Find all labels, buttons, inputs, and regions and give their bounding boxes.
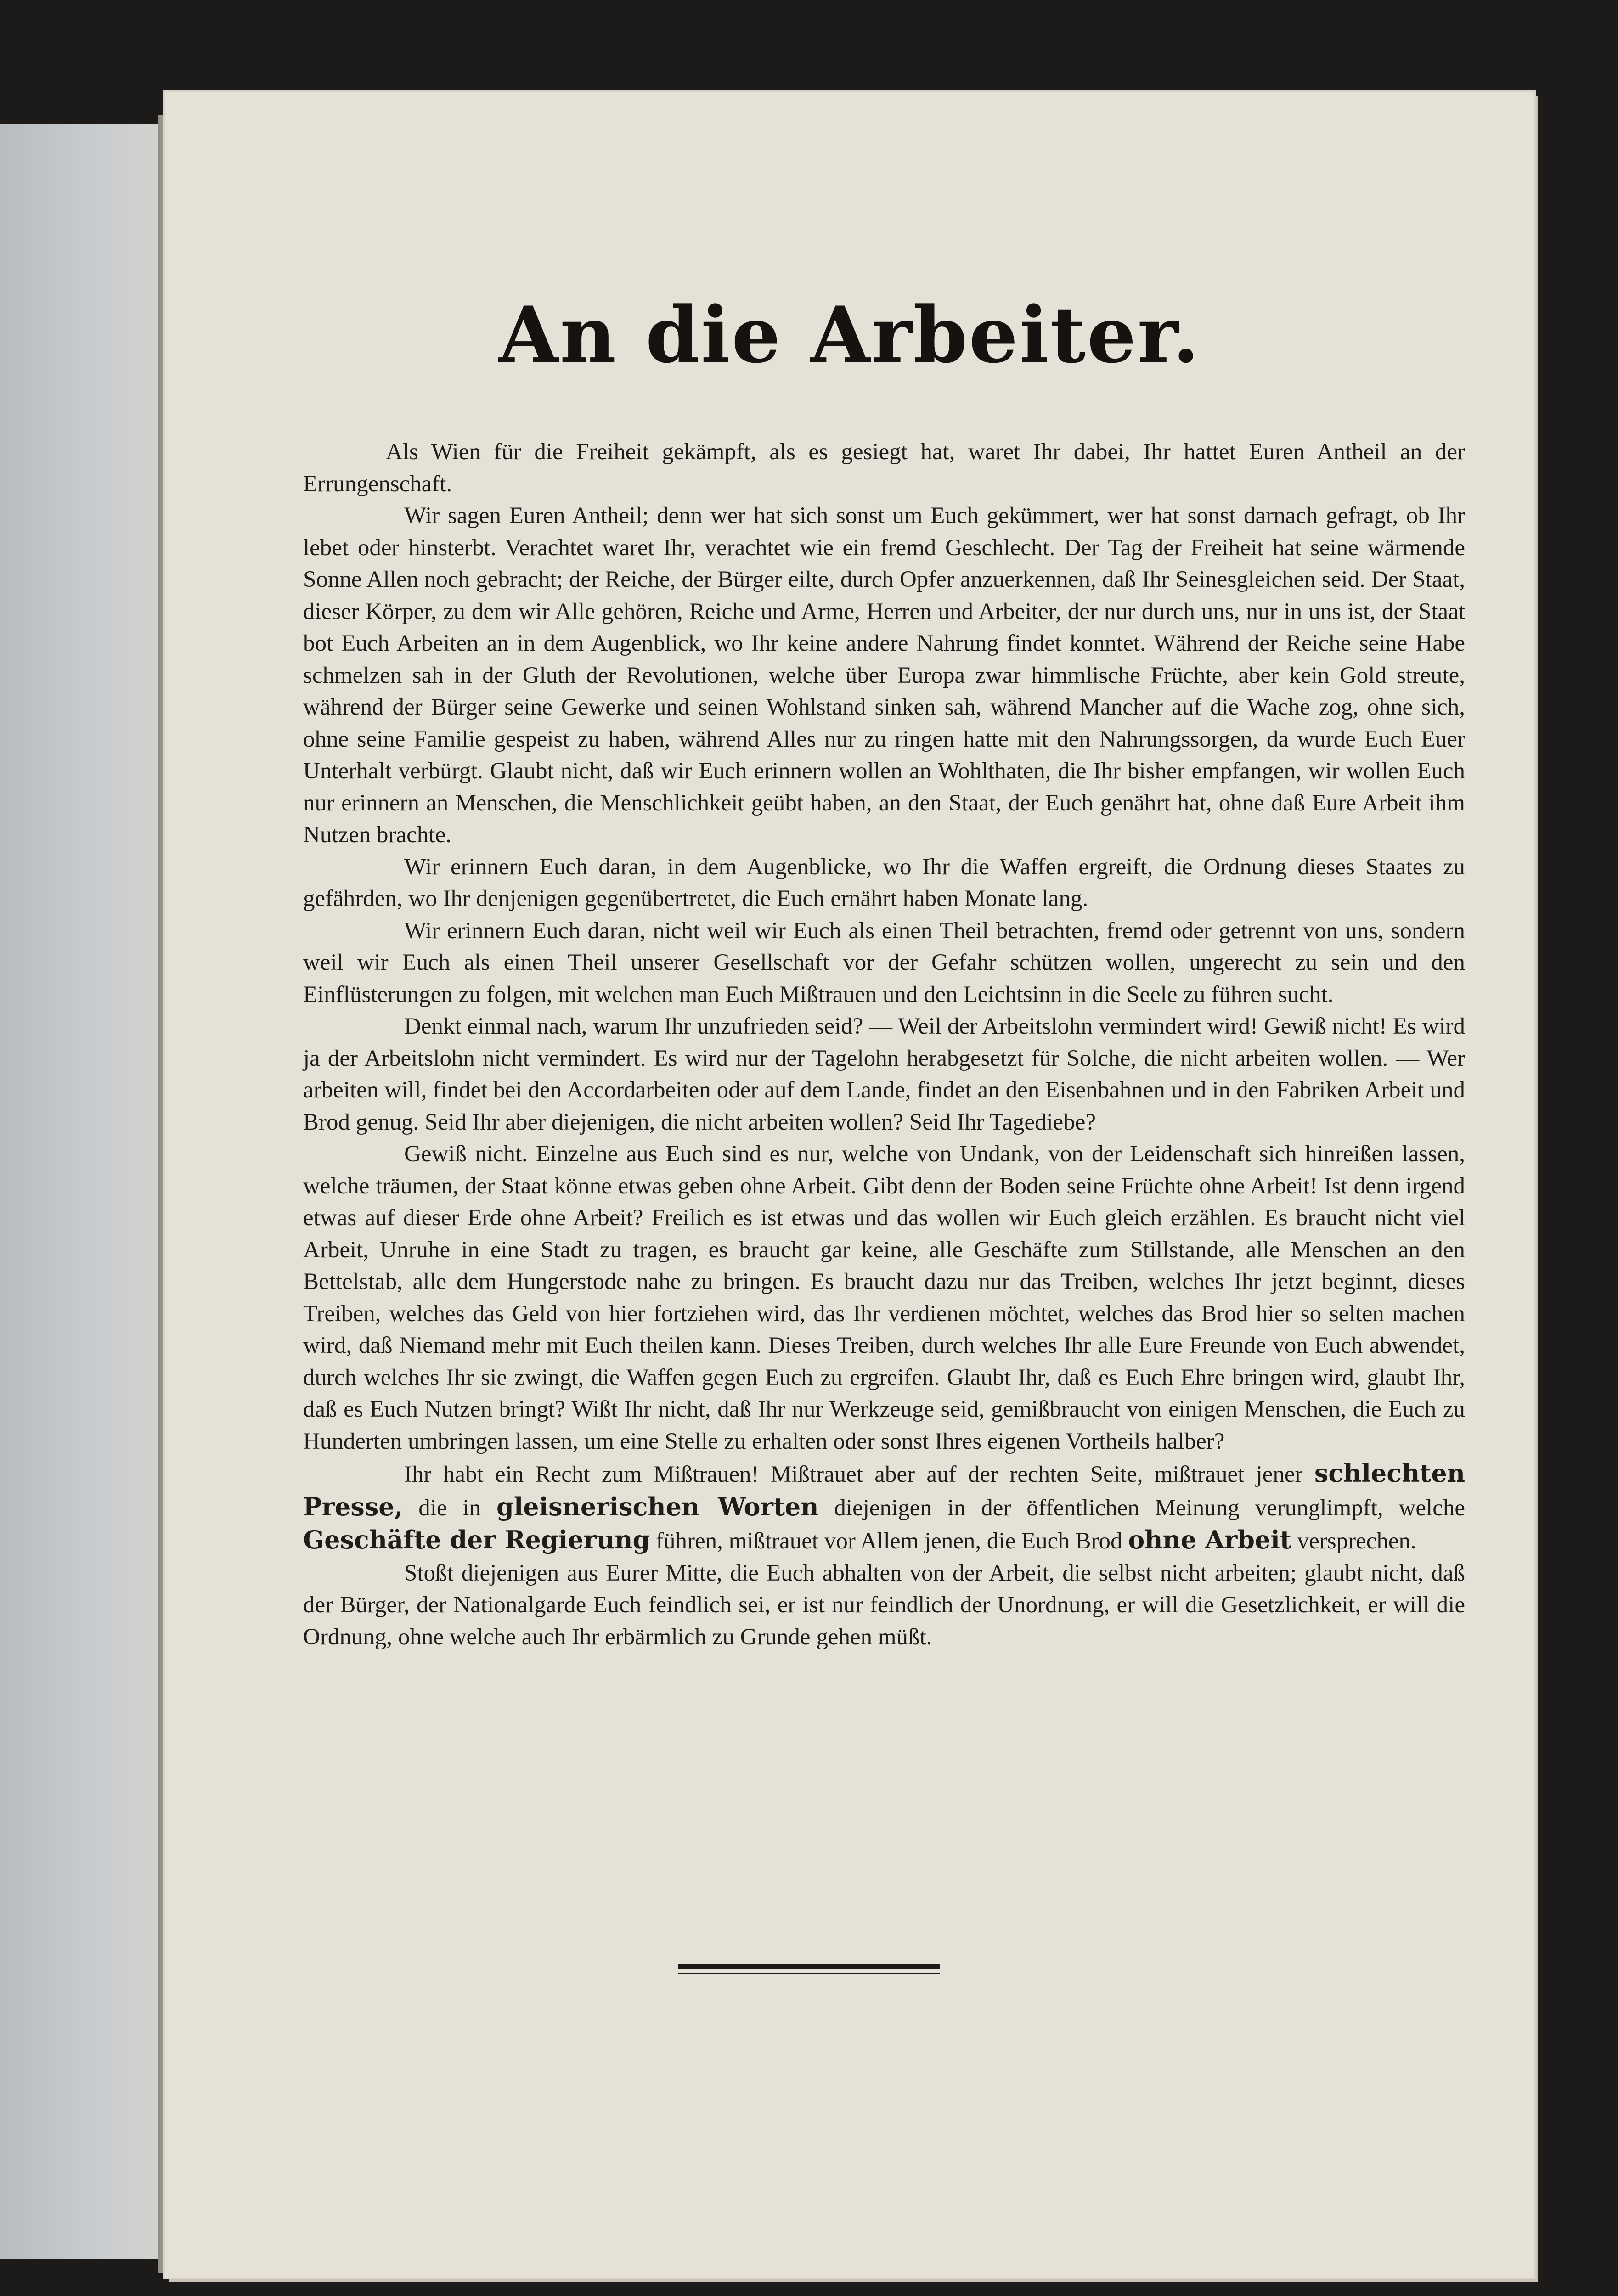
document-body	[303, 436, 1465, 1653]
paragraph-text: Wir erinnern Euch daran, nicht weil wir Euch als einen Theil betrachten, fremd oder getrennt von uns, sondern weil wir Euch als einen Theil unserer Gesellschaft vor der Gefahr schützen wollen, ungerecht zu sein und den Einflüsterungen zu folgen, mit welchen man Euch Mißtrauen und den Leichtsinn in die Seele zu führen sucht.	[303, 917, 1465, 1007]
paragraph-text: Wir erinnern Euch daran, in dem Augenblicke, wo Ihr die Waffen ergreift, die Ordnung dieses Staates zu gefährden, wo Ihr denjenigen gegenübertretet, die Euch ernährt haben Monate lang.	[303, 854, 1465, 912]
paragraph-text: führen, mißtrauet vor Allem jenen, die Euch Brod	[650, 1528, 1128, 1554]
paragraph	[303, 1138, 1465, 1458]
paragraph-text: Stoßt diejenigen aus Eurer Mitte, die Euch abhalten von der Arbeit, die selbst nicht arbeiten; glaubt nicht, daß der Bürger, der Nationalgarde Euch feindlich sei, er ist nur feindlich der Unordnung, er will die Gesetzlichkeit, er will die Ordnung, ohne welche auch Ihr erbärmlich zu Grunde gehen müßt.	[303, 1560, 1465, 1650]
emphasized-text: schlechten Presse,	[303, 1458, 1465, 1521]
paragraph-text: die in	[403, 1495, 497, 1521]
paragraph	[303, 1558, 1465, 1654]
paragraph-text: Ihr habt ein Recht zum Mißtrauen! Mißtrauet aber auf der rechten Seite, mißtrauet jener	[404, 1462, 1314, 1487]
paragraph	[303, 915, 1465, 1011]
paragraph	[303, 1011, 1465, 1138]
paragraph-text: Als Wien für die Freiheit gekämpft, als es gesiegt hat, waret Ihr dabei, Ihr hattet Euren Antheil an der Errungenschaft.	[303, 439, 1465, 497]
document-title: An die Arbeiter.	[498, 289, 1201, 380]
paragraph-text: versprechen.	[1291, 1528, 1416, 1554]
paragraph-text: diejenigen in der öffentlichen Meinung verunglimpft, welche	[818, 1495, 1465, 1521]
paragraph-text: Wir sagen Euren Antheil; denn wer hat sich sonst um Euch gekümmert, wer hat sonst darnach gefragt, ob Ihr lebet oder hinsterbt. Verachtet waret Ihr, verachtet wie ein fremd Geschlecht. Der Tag der Freiheit hat seine wärmende Sonne Allen noch gebracht; der Reiche, der Bürger eilte, durch Opfer anzuerkennen, daß Ihr Seinesgleichen seid. Der Staat, dieser Körper, zu dem wir Alle gehören, Reiche und Arme, Herren und Arbeiter, der nur durch uns, nur in uns ist, der Staat bot Euch Arbeiten an in dem Augenblick, wo Ihr keine andere Nahrung findet konntet. Während der Reiche seine Habe schmelzen sah in der Gluth der Revolutionen, welche über Europa zwar himmlische Früchte, aber kein Gold streute, während der Bürger seine Gewerke und seinen Wohlstand sinken sah, während Mancher auf die Wache zog, ohne sich, ohne seine Familie gespeist zu haben, während Alles nur zu ringen hatte mit den Nahrungssorgen, da wurde Euch Euer Unterhalt verbürgt. Glaubt nicht, daß wir Euch erinnern wollen an Wohlthaten, die Ihr bisher empfangen, wir wollen Euch nur erinnern an Menschen, die Menschlichkeit geübt haben, an den Staat, der Euch genährt hat, ohne daß Eure Arbeit ihm Nutzen brachte.	[303, 503, 1465, 848]
paragraph	[303, 436, 1465, 500]
paragraph	[303, 851, 1465, 915]
adjacent-page	[0, 124, 160, 2259]
emphasized-text: gleisnerischen Worten	[496, 1491, 819, 1521]
paragraph-text: Gewiß nicht. Einzelne aus Euch sind es nur, welche von Undank, von der Leidenschaft sich hinreißen lassen, welche träumen, der Staat könne etwas geben ohne Arbeit. Gibt denn der Boden seine Früchte ohne Arbeit! Ist denn irgend etwas auf dieser Erde ohne Arbeit? Freilich es ist etwas und das wollen wir Euch gleich erzählen. Es braucht nicht viel Arbeit, Unruhe in eine Stadt zu tragen, es braucht gar keine, alle Geschäfte zum Stillstande, alle Menschen an den Bettelstab, alle dem Hungerstode nahe zu bringen. Es braucht dazu nur das Treiben, welches Ihr jetzt beginnt, dieses Treiben, welches das Geld von hier fortziehen wird, das Ihr verdienen möchtet, welches das Brod hier so selten machen wird, daß Niemand mehr mit Euch theilen kann. Dieses Treiben, durch welches Ihr alle Eure Freunde von Euch abwendet, durch welches Ihr sie zwingt, die Waffen gegen Euch zu ergreifen. Glaubt Ihr, daß es Euch Ehre bringen wird, glaubt Ihr, daß es Euch Nutzen bringt? Wißt Ihr nicht, daß Ihr nur Werkzeuge seid, gemißbraucht von einigen Menschen, die Euch zu Hunderten umbringen lassen, um eine Stelle zu erhalten oder sonst Ihres eigenen Vortheils halber?	[303, 1141, 1465, 1454]
closing-rule	[678, 1964, 940, 1969]
emphasized-text: ohne Arbeit	[1128, 1525, 1291, 1554]
emphasized-text: Geschäfte der Regierung	[303, 1525, 650, 1554]
paragraph	[303, 1458, 1465, 1558]
document-page	[165, 92, 1534, 2278]
paragraph	[303, 500, 1465, 851]
paragraph-text: Denkt einmal nach, warum Ihr unzufrieden seid? — Weil der Arbeitslohn vermindert wird! Gewiß nicht! Es wird ja der Arbeitslohn nicht vermindert. Es wird nur der Tagelohn herabgesetzt für Solche, die nicht arbeiten wollen. — Wer arbeiten will, findet bei den Accordarbeiten oder auf dem Lande, findet an den Eisenbahnen und in den Fabriken Arbeit und Brod genug. Seid Ihr aber diejenigen, die nicht arbeiten wollen? Seid Ihr Tagediebe?	[303, 1013, 1465, 1135]
